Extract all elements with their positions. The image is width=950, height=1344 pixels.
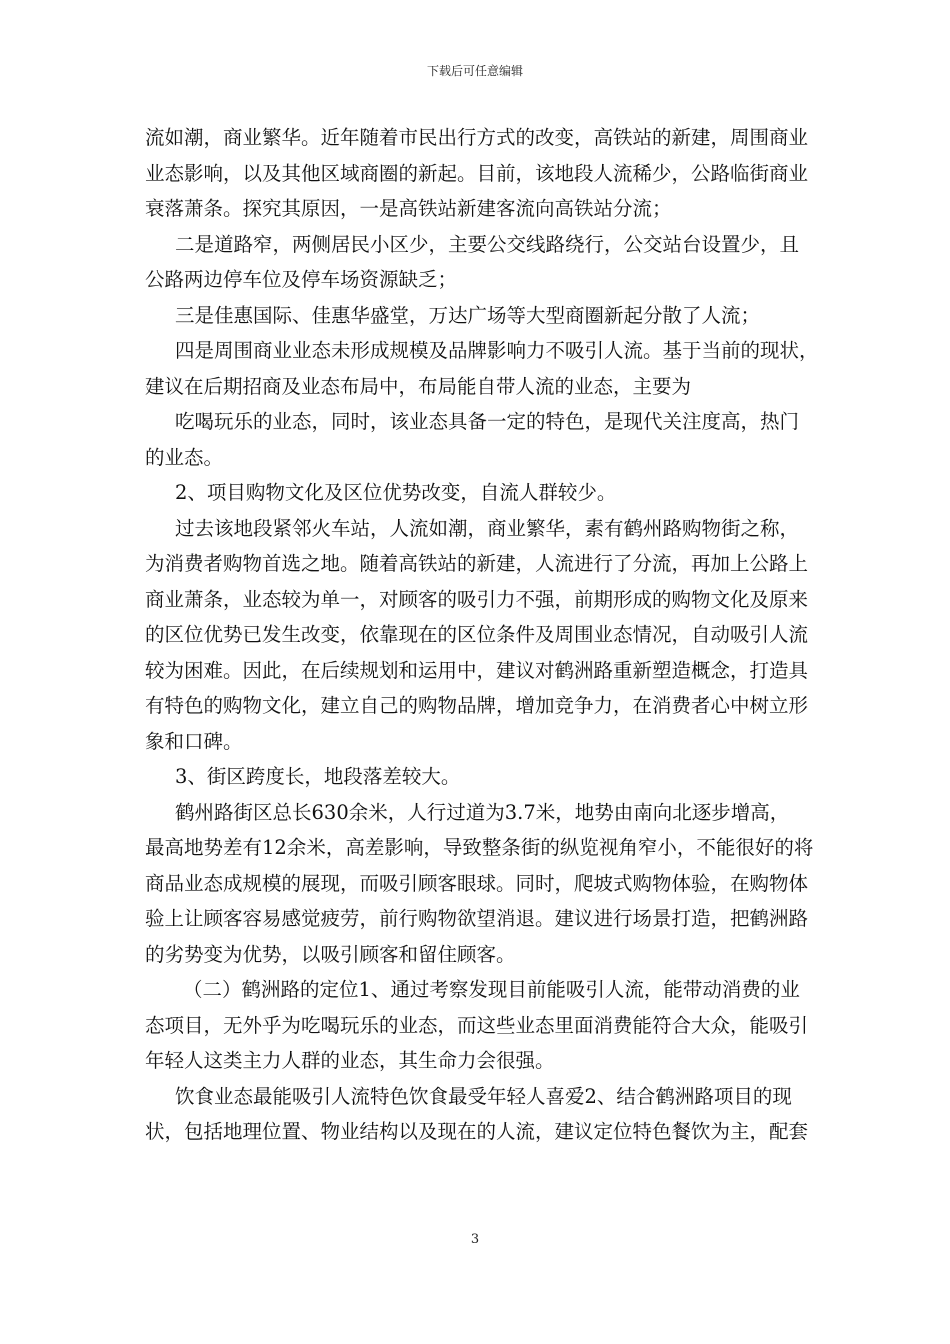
text-line: 年轻人这类主力人群的业态，其生命力会很强。: [145, 1049, 555, 1072]
text-line: 鹤州路街区总长630余米，人行过道为3.7米，地势由南向北逐步增高，: [175, 800, 790, 824]
section-heading: 2、项目购物文化及区位优势改变，自流人群较少。: [175, 481, 617, 504]
text-line: 四是周围商业业态未形成规模及品牌影响力不吸引人流。基于当前的现状，: [175, 339, 819, 362]
document-body: [145, 120, 819, 1150]
text-line: 二是道路窄，两侧居民小区少，主要公交线路绕行，公交站台设置少，且: [175, 232, 800, 256]
text-line: 的区位优势已发生改变，依靠现在的区位条件及周围业态情况，自动吸引人流: [145, 623, 809, 646]
text-line: 商品业态成规模的展现，而吸引顾客眼球。同时，爬坡式购物体验，在购物体: [145, 871, 809, 895]
page-header: 下载后可任意编辑: [426, 64, 523, 78]
text-line: 吃喝玩乐的业态，同时，该业态具备一定的特色，是现代关注度高，热门: [175, 410, 800, 433]
text-line: 饮食业态最能吸引人流特色饮食最受年轻人喜爱2、结合鹤洲路项目的现: [175, 1084, 792, 1108]
text-line: 态项目，无外乎为吃喝玩乐的业态，而这些业态里面消费能符合大众，能吸引: [145, 1013, 809, 1037]
section-heading: 3、街区跨度长，地段落差较大。: [175, 765, 461, 788]
section-heading: （二）鹤洲路的定位1、通过考察发现目前能吸引人流，能带动消费的业: [183, 978, 800, 1001]
text-line: 商业萧条，业态较为单一，对顾客的吸引力不强，前期形成的购物文化及原来: [145, 587, 809, 611]
text-line: 有特色的购物文化，建立自己的购物品牌，增加竞争力，在消费者心中树立形: [145, 694, 809, 717]
text-line: 为消费者购物首选之地。随着高铁站的新建，人流进行了分流，再加上公路上: [145, 552, 809, 575]
page-number: 3: [470, 1232, 480, 1247]
text-line: 流如潮，商业繁华。近年随着市民出行方式的改变，高铁站的新建，周围商业: [145, 126, 809, 149]
text-line: 三是佳惠国际、佳惠华盛堂，万达广场等大型商圈新起分散了人流；: [175, 303, 761, 327]
text-line: 建议在后期招商及业态布局中，布局能自带人流的业态，主要为: [145, 374, 692, 398]
text-line: 象和口碑。: [145, 729, 243, 753]
text-line: 的业态。: [145, 445, 224, 469]
text-line: 状，包括地理位置、物业结构以及现在的人流，建议定位特色餐饮为主，配套: [145, 1120, 809, 1143]
text-line: 的劣势变为优势，以吸引顾客和留住顾客。: [145, 942, 516, 966]
text-line: 较为困难。因此，在后续规划和运用中，建议对鹤洲路重新塑造概念，打造具: [145, 658, 809, 682]
text-line: 业态影响，以及其他区域商圈的新起。目前，该地段人流稀少，公路临街商业: [145, 161, 809, 185]
text-line: 验上让顾客容易感觉疲劳，前行购物欲望消退。建议进行场景打造，把鹤洲路: [145, 907, 809, 930]
text-line: 公路两边停车位及停车场资源缺乏；: [145, 268, 458, 291]
text-line: 过去该地段紧邻火车站，人流如潮，商业繁华，素有鹤州路购物街之称，: [175, 516, 800, 540]
text-line: 衰落萧条。探究其原因，一是高铁站新建客流向高铁站分流；: [145, 197, 672, 220]
text-line: 最高地势差有12余米，高差影响，导致整条街的纵览视角窄小，不能很好的将: [145, 836, 814, 859]
